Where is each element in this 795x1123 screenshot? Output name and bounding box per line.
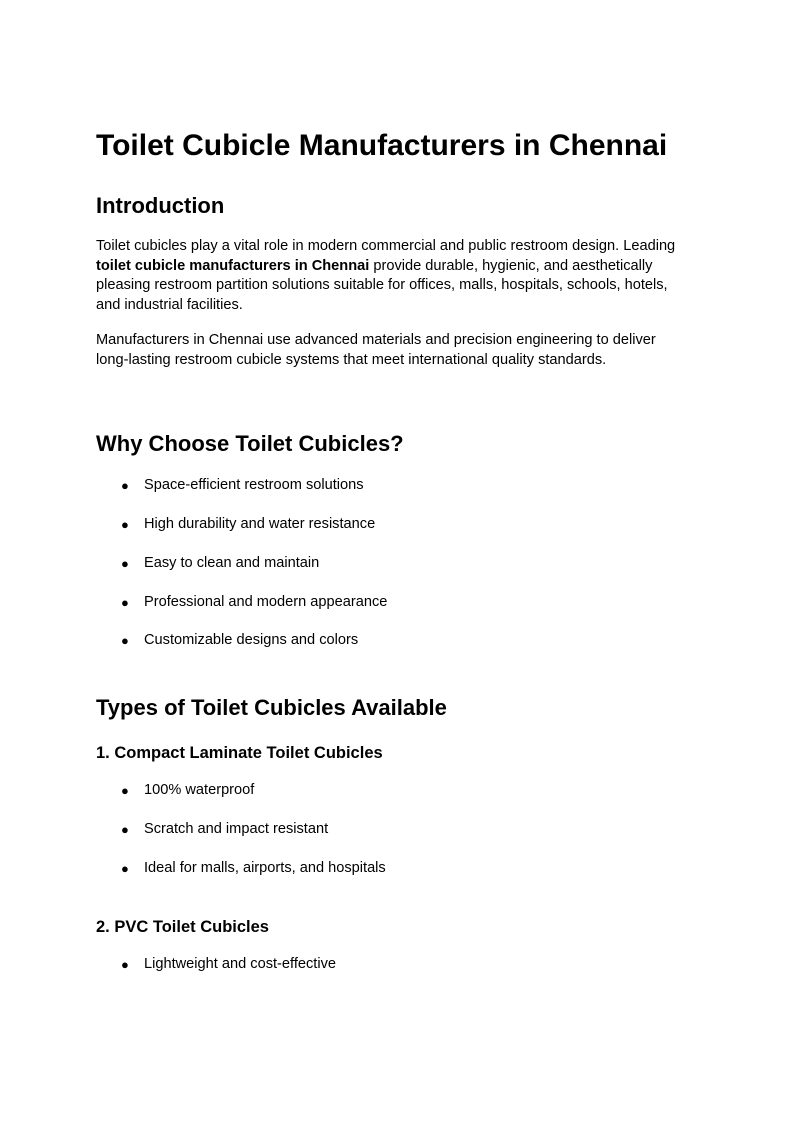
intro-p1-bold-keyword: toilet cubicle manufacturers in Chennai — [96, 257, 370, 274]
list-item-text: Ideal for malls, airports, and hospitals — [144, 860, 386, 876]
list-item-text: Lightweight and cost-effective — [144, 956, 336, 972]
compact-laminate-heading: 1. Compact Laminate Toilet Cubicles — [96, 744, 383, 762]
list-item-text: Professional and modern appearance — [144, 594, 388, 610]
list-item-text: Space-efficient restroom solutions — [144, 477, 364, 493]
bullet-icon: ● — [121, 556, 129, 571]
list-item-text: High durability and water resistance — [144, 516, 376, 532]
bullet-icon: ● — [121, 861, 129, 876]
intro-p1-text-start: Toilet cubicles play a vital role in modern commercial and public restroom design. Leading — [96, 238, 676, 254]
bullet-icon: ● — [121, 595, 129, 610]
bullet-icon: ● — [121, 957, 129, 972]
bullet-icon: ● — [121, 783, 129, 798]
types-heading: Types of Toilet Cubicles Available — [96, 695, 447, 720]
intro-paragraph-1 — [96, 237, 686, 315]
why-heading: Why Choose Toilet Cubicles? — [96, 431, 404, 456]
bullet-icon: ● — [121, 478, 129, 493]
intro-p1-text-end: provide durable, hygienic, and aesthetically pleasing restroom partition solutions suitable for offices, malls, hospitals, schools, hotels, and industrial facilities. — [96, 257, 668, 313]
page-title: Toilet Cubicle Manufacturers in Chennai — [96, 129, 668, 162]
list-item-text: 100% waterproof — [144, 782, 255, 798]
list-item-text: Scratch and impact resistant — [144, 821, 329, 837]
bullet-icon: ● — [121, 822, 129, 837]
pvc-heading: 2. PVC Toilet Cubicles — [96, 918, 269, 936]
list-item-text: Easy to clean and maintain — [144, 555, 320, 571]
bullet-icon: ● — [121, 633, 129, 648]
bullet-icon: ● — [121, 517, 129, 532]
intro-heading: Introduction — [96, 193, 225, 218]
intro-paragraph-2: Manufacturers in Chennai use advanced materials and precision engineering to deliver long-lasting restroom cubicle systems that meet international quality standards. — [96, 332, 656, 368]
list-item-text: Customizable designs and colors — [144, 632, 359, 648]
